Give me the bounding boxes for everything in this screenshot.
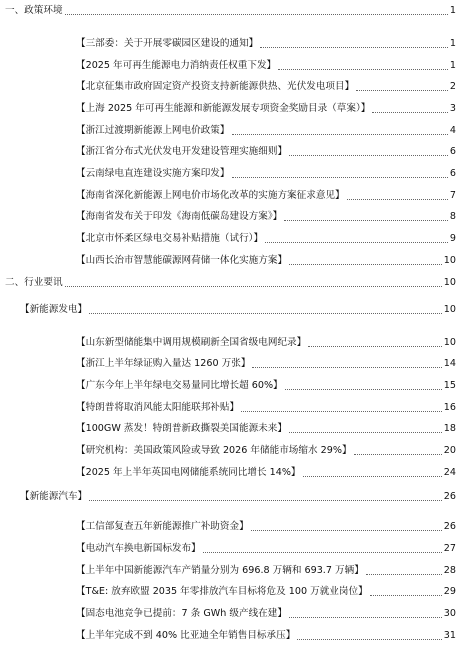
entry-title: 【浙江省分布式光伏发电开发建设管理实施细则】	[76, 146, 288, 157]
page-number: 26	[443, 521, 456, 532]
page-number: 3	[449, 103, 456, 114]
entry-title: 【云南绿电直连建设实施方案印发】	[76, 168, 230, 179]
page-number: 6	[449, 146, 456, 157]
dot-leader	[297, 638, 441, 640]
dot-leader	[89, 312, 442, 314]
dot-leader	[347, 198, 448, 200]
subsection-title: 【新能源汽车】	[20, 491, 88, 502]
entry-title: 【电动汽车换电新国标发布】	[76, 543, 201, 554]
toc-entry[interactable]	[0, 124, 460, 138]
entry-title: 【三部委：关于开展零碳园区建设的通知】	[76, 38, 259, 49]
page-number: 26	[443, 491, 456, 502]
toc-entry[interactable]	[0, 167, 460, 181]
page-number: 10	[443, 337, 456, 348]
entry-title: 【广东今年上半年绿电交易量同比增长超 60%】	[76, 380, 283, 391]
page-number: 28	[443, 565, 456, 576]
dot-leader	[65, 285, 442, 287]
page-number: 10	[443, 304, 456, 315]
toc-entry[interactable]	[0, 102, 460, 116]
dot-leader	[354, 453, 442, 455]
entry-title: 【浙江过渡期新能源上网电价政策】	[76, 125, 230, 136]
subsection-title: 【新能源发电】	[20, 304, 88, 315]
dot-leader	[203, 551, 442, 553]
page-number: 1	[449, 5, 456, 16]
page-number: 20	[443, 445, 456, 456]
dot-leader	[251, 529, 442, 531]
entry-title: 【工信部复查五年新能源推广补助资金】	[76, 521, 249, 532]
dot-leader	[278, 68, 448, 70]
toc-subsection-power-generation[interactable]	[0, 303, 460, 317]
toc-entry[interactable]	[0, 80, 460, 94]
page-number: 27	[443, 543, 456, 554]
dot-leader	[232, 176, 448, 178]
page-number: 2	[449, 81, 456, 92]
toc-entry[interactable]	[0, 585, 460, 599]
dot-leader	[366, 573, 442, 575]
page-number: 10	[443, 255, 456, 266]
entry-title: 【北京市怀柔区绿电交易补贴措施（试行）】	[76, 233, 264, 244]
page-number: 24	[443, 467, 456, 478]
entry-title: 【2025 年可再生能源电力消纳责任权重下发】	[76, 60, 277, 71]
dot-leader	[260, 46, 448, 48]
dot-leader	[232, 133, 448, 135]
entry-title: 【上半年完成不到 40% 比亚迪全年销售目标承压】	[76, 630, 296, 641]
dot-leader	[289, 263, 442, 265]
toc-entry[interactable]	[0, 210, 460, 224]
entry-title: 【北京征集市政府固定资产投资支持新能源供热、光伏发电项目】	[76, 81, 355, 92]
dot-leader	[289, 431, 442, 433]
entry-title: 【山东新型储能集中调用规模刷新全国省级电网纪录】	[76, 337, 307, 348]
dot-leader	[285, 388, 442, 390]
toc-entry[interactable]	[0, 336, 460, 350]
dot-leader	[370, 594, 442, 596]
dot-leader	[303, 475, 442, 477]
page-number: 1	[449, 60, 456, 71]
dot-leader	[308, 345, 442, 347]
toc-entry[interactable]	[0, 189, 460, 203]
toc-entry[interactable]	[0, 379, 460, 393]
toc-entry[interactable]	[0, 254, 460, 268]
entry-title: 【100GW 蒸发！特朗普新政撕裂美国能源未来】	[76, 423, 287, 434]
page-number: 29	[443, 586, 456, 597]
page-number: 6	[449, 168, 456, 179]
toc-entry[interactable]	[0, 607, 460, 621]
dot-leader	[265, 241, 448, 243]
page-number: 4	[449, 125, 456, 136]
toc-entry[interactable]	[0, 444, 460, 458]
toc-entry[interactable]	[0, 629, 460, 643]
page-number: 16	[443, 402, 456, 413]
page-number: 15	[443, 380, 456, 391]
dot-leader	[356, 89, 448, 91]
dot-leader	[65, 13, 448, 15]
dot-leader	[241, 410, 442, 412]
dot-leader	[372, 111, 448, 113]
page-number: 18	[443, 423, 456, 434]
toc-entry[interactable]	[0, 542, 460, 556]
entry-title: 【山西长治市智慧能碳源网荷储一体化实施方案】	[76, 255, 288, 266]
toc-entry[interactable]	[0, 357, 460, 371]
toc-section-industry-news[interactable]	[0, 276, 460, 290]
toc-entry[interactable]	[0, 37, 460, 51]
page-number: 7	[449, 190, 456, 201]
entry-title: 【2025 年上半年英国电网储能系统同比增长 14%】	[76, 467, 301, 478]
page-number: 1	[449, 38, 456, 49]
section-title: 二、行业要讯	[5, 277, 63, 288]
dot-leader	[89, 499, 442, 501]
entry-title: 【上半年中国新能源汽车产销量分别为 696.8 万辆和 693.7 万辆】	[76, 565, 364, 576]
page-number: 10	[443, 277, 456, 288]
toc-section-policy[interactable]	[0, 4, 460, 18]
entry-title: 【研究机构：美国政策风险或导致 2026 年储能市场缩水 29%】	[76, 445, 352, 456]
dot-leader	[289, 616, 442, 618]
dot-leader	[289, 154, 448, 156]
toc-subsection-new-energy-vehicles[interactable]	[0, 490, 460, 504]
entry-title: 【上海 2025 年可再生能源和新能源发展专项资金奖励目录（草案）】	[76, 103, 371, 114]
toc-entry[interactable]	[0, 422, 460, 436]
toc-entry[interactable]	[0, 145, 460, 159]
toc-entry[interactable]	[0, 59, 460, 73]
entry-title: 【特朗普将取消风能太阳能联邦补贴】	[76, 402, 240, 413]
entry-title: 【固态电池竞争已提前：7 条 GWh 级产线在建】	[76, 608, 287, 619]
entry-title: 【T&E: 放弃欧盟 2035 年零排放汽车目标将危及 100 万就业岗位】	[76, 586, 368, 597]
dot-leader	[284, 219, 448, 221]
page-number: 8	[449, 211, 456, 222]
page-number: 30	[443, 608, 456, 619]
toc-entry[interactable]	[0, 232, 460, 246]
toc-entry[interactable]	[0, 466, 460, 480]
page-number: 31	[443, 630, 456, 641]
toc-entry[interactable]	[0, 520, 460, 534]
section-title: 一、政策环境	[5, 5, 63, 16]
toc-entry[interactable]	[0, 401, 460, 415]
entry-title: 【浙江上半年绿证购入量达 1260 万张】	[76, 358, 251, 369]
toc-entry[interactable]	[0, 564, 460, 578]
dot-leader	[252, 366, 441, 368]
page-number: 14	[443, 358, 456, 369]
entry-title: 【海南省深化新能源上网电价市场化改革的实施方案征求意见】	[76, 190, 345, 201]
entry-title: 【海南省发布关于印发《海南低碳岛建设方案》】	[76, 211, 283, 222]
page-number: 9	[449, 233, 456, 244]
